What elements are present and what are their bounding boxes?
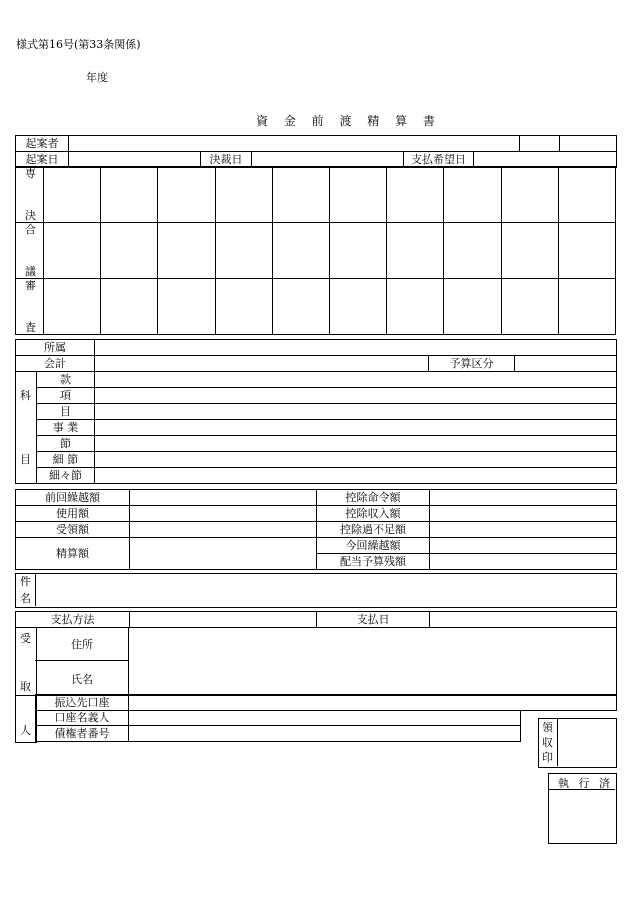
- dept-value[interactable]: [95, 340, 617, 356]
- approval-cell[interactable]: [44, 223, 101, 279]
- approval-cell[interactable]: [272, 223, 329, 279]
- proposal-table: [15, 135, 617, 168]
- approval-label-top-0: 専: [25, 167, 36, 180]
- subject-side-top: 科: [20, 389, 31, 402]
- current-carryover-label: 今回繰越額: [317, 538, 430, 554]
- proposer-extra-2[interactable]: [560, 136, 617, 152]
- subject-item-value[interactable]: [95, 404, 617, 420]
- name-label: 氏名: [71, 673, 93, 686]
- allocated-budget-balance-value[interactable]: [430, 554, 617, 570]
- approval-cell[interactable]: [329, 279, 386, 335]
- receipt-seal-0: 領: [542, 721, 553, 734]
- document-title: 資 金 前 渡 精 算 書: [256, 114, 441, 128]
- approval-cell[interactable]: [158, 279, 215, 335]
- received-value[interactable]: [130, 522, 317, 538]
- payment-method-label: 支払方法: [16, 612, 130, 628]
- subject-item-label: 款: [37, 372, 95, 388]
- approval-cell[interactable]: [158, 223, 215, 279]
- deduction-income-label: 控除収入額: [317, 506, 430, 522]
- approval-cell[interactable]: [558, 223, 615, 279]
- recipient-side-2: 人: [20, 724, 31, 737]
- transfer-account-value[interactable]: [129, 695, 617, 711]
- approval-cell[interactable]: [558, 167, 615, 223]
- approval-cell[interactable]: [101, 279, 158, 335]
- form-number: 様式第16号(第33条関係): [16, 38, 141, 51]
- subject-label-bottom: 名: [20, 592, 31, 605]
- subject-item-label: 節: [37, 436, 95, 452]
- approval-cell[interactable]: [387, 223, 444, 279]
- proposer-extra-1[interactable]: [520, 136, 560, 152]
- transfer-account-label: 振込先口座: [36, 695, 129, 711]
- payment-request-date-label: 支払希望日: [404, 152, 474, 168]
- settlement-label: 精算額: [16, 538, 130, 570]
- subject-item-value[interactable]: [95, 420, 617, 436]
- approval-cell[interactable]: [101, 223, 158, 279]
- approval-cell[interactable]: [44, 279, 101, 335]
- subject-item-value[interactable]: [95, 372, 617, 388]
- creditor-no-label: 債権者番号: [36, 726, 129, 742]
- subject-side-bottom: 目: [20, 453, 31, 466]
- fiscal-year-label: 年度: [86, 71, 108, 84]
- subject-item-label: 細々節: [37, 468, 95, 484]
- dept-label: 所属: [16, 340, 95, 356]
- deduction-shortage-label: 控除過不足額: [317, 522, 430, 538]
- name-value[interactable]: [130, 662, 614, 694]
- account-holder-value[interactable]: [129, 710, 521, 726]
- recipient-side-0: 受: [20, 632, 31, 645]
- received-label: 受領額: [16, 522, 130, 538]
- approval-label-bottom-2: 査: [25, 321, 36, 334]
- approval-cell[interactable]: [272, 279, 329, 335]
- subject-item-value[interactable]: [95, 436, 617, 452]
- proposer-label: 起案者: [16, 136, 69, 152]
- subject-item-label: 項: [37, 388, 95, 404]
- deduction-shortage-value[interactable]: [430, 522, 617, 538]
- approval-cell[interactable]: [101, 167, 158, 223]
- classification-table: [15, 339, 617, 484]
- approval-cell[interactable]: [215, 223, 272, 279]
- approval-cell[interactable]: [387, 167, 444, 223]
- receipt-seal-2: 印: [542, 751, 553, 764]
- approval-label-top-1: 合: [25, 223, 36, 236]
- deduction-order-label: 控除命令額: [317, 490, 430, 506]
- subject-label-top: 件: [20, 575, 31, 588]
- budget-category-value[interactable]: [515, 356, 617, 372]
- address-value[interactable]: [130, 628, 614, 660]
- approval-cell[interactable]: [329, 167, 386, 223]
- receipt-seal-1: 収: [542, 736, 553, 749]
- approval-cell[interactable]: [558, 279, 615, 335]
- subject-item-label: 細 節: [37, 452, 95, 468]
- approval-cell[interactable]: [387, 279, 444, 335]
- deduction-order-value[interactable]: [430, 490, 617, 506]
- prev-carryover-label: 前回繰越額: [16, 490, 130, 506]
- approval-label-top-2: 審: [25, 279, 36, 292]
- decision-date-label: 決裁日: [201, 152, 252, 168]
- used-value[interactable]: [130, 506, 317, 522]
- payment-method-value[interactable]: [130, 612, 317, 628]
- approval-cell[interactable]: [215, 167, 272, 223]
- current-carryover-value[interactable]: [430, 538, 617, 554]
- account-value[interactable]: [95, 356, 429, 372]
- subject-item-value[interactable]: [95, 468, 617, 484]
- amounts-table: [15, 489, 617, 570]
- used-label: 使用額: [16, 506, 130, 522]
- approval-grid: [15, 166, 616, 335]
- approval-cell[interactable]: [158, 167, 215, 223]
- prev-carryover-value[interactable]: [130, 490, 317, 506]
- creditor-no-value[interactable]: [129, 726, 521, 742]
- account-holder-label: 口座名義人: [36, 710, 129, 726]
- approval-cell[interactable]: [501, 167, 558, 223]
- bank-table: [35, 694, 617, 711]
- payment-date-value[interactable]: [430, 612, 617, 628]
- approval-cell[interactable]: [329, 223, 386, 279]
- settlement-value[interactable]: [130, 538, 317, 570]
- subject-item-value[interactable]: [95, 388, 617, 404]
- subject-item-label: 事 業: [37, 420, 95, 436]
- subject-item-label: 目: [37, 404, 95, 420]
- approval-cell[interactable]: [501, 223, 558, 279]
- deduction-income-value[interactable]: [430, 506, 617, 522]
- approval-label-bottom-0: 決: [25, 209, 36, 222]
- holder-table: [35, 710, 521, 742]
- approval-label-bottom-1: 議: [25, 265, 36, 278]
- payment-header-table: [15, 611, 617, 628]
- subject-box[interactable]: [15, 573, 617, 608]
- approval-cell[interactable]: [272, 167, 329, 223]
- proposal-date-label: 起案日: [16, 152, 69, 168]
- approval-cell[interactable]: [501, 279, 558, 335]
- account-label: 会計: [16, 356, 95, 372]
- budget-category-label: 予算区分: [429, 356, 515, 372]
- address-label: 住所: [71, 638, 93, 651]
- approval-cell[interactable]: [444, 223, 501, 279]
- approval-cell[interactable]: [215, 279, 272, 335]
- recipient-side-1: 取: [20, 680, 31, 693]
- approval-cell[interactable]: [444, 167, 501, 223]
- approval-cell[interactable]: [444, 279, 501, 335]
- approval-cell[interactable]: [44, 167, 101, 223]
- proposer-value[interactable]: [69, 136, 520, 152]
- payment-date-label: 支払日: [317, 612, 430, 628]
- allocated-budget-balance-label: 配当予算残額: [317, 554, 430, 570]
- executed-label: 執 行 済: [558, 777, 613, 790]
- subject-item-value[interactable]: [95, 452, 617, 468]
